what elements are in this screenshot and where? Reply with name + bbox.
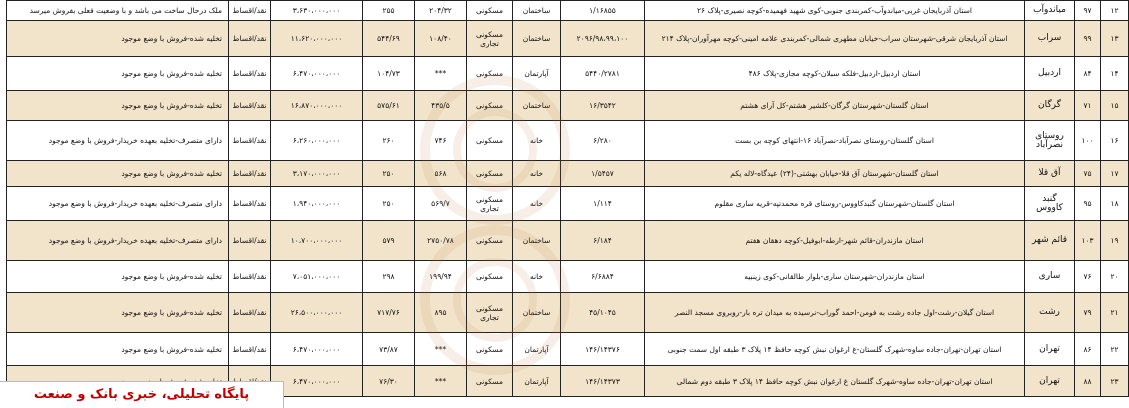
condition-cell: تخلیه شده-فروش با وضع موجود bbox=[7, 21, 229, 57]
property-type-cell: ساختمان bbox=[513, 21, 561, 57]
payment-terms-cell: نقد/اقساط bbox=[229, 1, 271, 21]
land-area-cell: ۵۶۸ bbox=[415, 161, 467, 187]
table-row bbox=[7, 261, 1129, 293]
code-cell: ۸۴ bbox=[1075, 57, 1101, 91]
code-cell: ۱۰۳ bbox=[1075, 221, 1101, 261]
code-cell: ۹۷ bbox=[1075, 1, 1101, 21]
payment-terms-cell: نقد/اقساط bbox=[229, 161, 271, 187]
payment-terms-cell: نقد/اقساط bbox=[229, 221, 271, 261]
property-type-cell: آپارتمان bbox=[513, 333, 561, 366]
usage-cell: مسکونی bbox=[467, 121, 513, 161]
usage-cell: مسکونی bbox=[467, 57, 513, 91]
footer-banner: پایگاه تحلیلی، خبری بانک و صنعت bbox=[0, 381, 284, 408]
address-cell: استان گلستان-شهرستان آق قلا-خیابان بهشتی-(۲۴) عیدگاه-لاله یکم bbox=[645, 161, 1025, 187]
usage-cell: مسکونی تجاری bbox=[467, 187, 513, 221]
city-cell: گرگان bbox=[1025, 91, 1075, 121]
condition-cell: دارای متصرف-تخلیه بعهده خریدار-فروش با وضع موجود bbox=[7, 121, 229, 161]
building-area-cell: ۷۳/۸۷ bbox=[363, 333, 415, 366]
plaque-cell: ۱/۱۱۴ bbox=[561, 187, 645, 221]
table-row bbox=[7, 91, 1129, 121]
row-number-cell: ۲۱ bbox=[1101, 293, 1129, 333]
table-row bbox=[7, 161, 1129, 187]
price-cell: ۳،۶۳۰،۰۰۰،۰۰۰ bbox=[271, 1, 363, 21]
plaque-cell: ۱۴۶/۱۴۳۷۳ bbox=[561, 366, 645, 397]
property-type-cell: آپارتمان bbox=[513, 57, 561, 91]
land-area-cell: ۵۶۹/۷ bbox=[415, 187, 467, 221]
building-area-cell: ۱۰۴/۷۳ bbox=[363, 57, 415, 91]
building-area-cell: ۷۶/۳۰ bbox=[363, 366, 415, 397]
usage-cell: مسکونی bbox=[467, 91, 513, 121]
usage-cell: مسکونی تجاری bbox=[467, 21, 513, 57]
property-listing-table bbox=[6, 0, 1129, 397]
building-area-cell: ۲۶۰ bbox=[363, 121, 415, 161]
usage-cell: مسکونی تجاری bbox=[467, 293, 513, 333]
property-type-cell: خانه bbox=[513, 121, 561, 161]
building-area-cell: ۵۷۵/۶۱ bbox=[363, 91, 415, 121]
property-type-cell: ساختمان bbox=[513, 1, 561, 21]
address-cell: استان گیلان-رشت-اول جاده رشت به فومن-احمد گوراب-نرسیده به میدان تره بار-روبروی مسجد النصر bbox=[645, 293, 1025, 333]
city-cell: سراب bbox=[1025, 21, 1075, 57]
city-cell: گنبد کاووس bbox=[1025, 187, 1075, 221]
price-cell: ۶،۴۷۰،۰۰۰،۰۰۰ bbox=[271, 333, 363, 366]
property-type-cell: ساختمان bbox=[513, 221, 561, 261]
address-cell: استان آذربایجان غربی-میاندوآب-کمربندی جنوبی-کوی شهید فهمیده-کوچه نصیری-پلاک ۲۶ bbox=[645, 1, 1025, 21]
row-number-cell: ۱۳ bbox=[1101, 21, 1129, 57]
price-cell: ۶،۴۷۰،۰۰۰،۰۰۰ bbox=[271, 366, 363, 397]
code-cell: ۱۰۰ bbox=[1075, 121, 1101, 161]
table-row bbox=[7, 187, 1129, 221]
city-cell: اردبیل bbox=[1025, 57, 1075, 91]
row-number-cell: ۱۹ bbox=[1101, 221, 1129, 261]
price-cell: ۲۶،۵۰۰،۰۰۰،۰۰۰ bbox=[271, 293, 363, 333]
building-area-cell: ۲۵۰ bbox=[363, 187, 415, 221]
code-cell: ۹۹ bbox=[1075, 21, 1101, 57]
property-type-cell: آپارتمان bbox=[513, 366, 561, 397]
land-area-cell: *** bbox=[415, 57, 467, 91]
condition-cell: تخلیه شده-فروش با وضع موجود bbox=[7, 261, 229, 293]
building-area-cell: ۵۴۴/۶۹ bbox=[363, 21, 415, 57]
row-number-cell: ۱۷ bbox=[1101, 161, 1129, 187]
property-type-cell: ساختمان bbox=[513, 91, 561, 121]
land-area-cell: ۲۷۵۰/۷۸ bbox=[415, 221, 467, 261]
plaque-cell: ۵۴۴۰/۲۷۸۱ bbox=[561, 57, 645, 91]
table-row bbox=[7, 57, 1129, 91]
address-cell: استان مازندران-شهرستان ساری-بلوار طالقانی-کوی زینبیه bbox=[645, 261, 1025, 293]
plaque-cell: ۱/۱۶۸۵۵ bbox=[561, 1, 645, 21]
plaque-cell: ۱۴۶/۱۴۳۷۶ bbox=[561, 333, 645, 366]
land-area-cell: ۸۹۵ bbox=[415, 293, 467, 333]
condition-cell: تخلیه شده-فروش با وضع موجود bbox=[7, 161, 229, 187]
plaque-cell: ۶/۱۸۴ bbox=[561, 221, 645, 261]
code-cell: ۸۸ bbox=[1075, 366, 1101, 397]
land-area-cell: ۷۴۶ bbox=[415, 121, 467, 161]
row-number-cell: ۱۶ bbox=[1101, 121, 1129, 161]
price-cell: ۱۰،۷۰۰،۰۰۰،۰۰۰ bbox=[271, 221, 363, 261]
table-row bbox=[7, 1, 1129, 21]
payment-terms-cell: نقد/اقساط bbox=[229, 333, 271, 366]
price-cell: ۷،۰۵۱،۰۰۰،۰۰۰ bbox=[271, 261, 363, 293]
price-cell: ۶،۲۶۰،۰۰۰،۰۰۰ bbox=[271, 121, 363, 161]
building-area-cell: ۲۹۸ bbox=[363, 261, 415, 293]
payment-terms-cell: نقد/اقساط bbox=[229, 121, 271, 161]
payment-terms-cell: نقد/اقساط bbox=[229, 91, 271, 121]
row-number-cell: ۲۳ bbox=[1101, 366, 1129, 397]
city-cell: ساری bbox=[1025, 261, 1075, 293]
payment-terms-cell: نقد/اقساط bbox=[229, 57, 271, 91]
table-row bbox=[7, 293, 1129, 333]
table-row bbox=[7, 333, 1129, 366]
code-cell: ۸۶ bbox=[1075, 333, 1101, 366]
usage-cell: مسکونی bbox=[467, 366, 513, 397]
code-cell: ۷۱ bbox=[1075, 91, 1101, 121]
payment-terms-cell: نقد/اقساط bbox=[229, 261, 271, 293]
row-number-cell: ۱۸ bbox=[1101, 187, 1129, 221]
code-cell: ۷۶ bbox=[1075, 261, 1101, 293]
price-cell: ۱۶،۸۷۰،۰۰۰،۰۰۰ bbox=[271, 91, 363, 121]
property-type-cell: خانه bbox=[513, 261, 561, 293]
payment-terms-cell: نقد/اقساط bbox=[229, 187, 271, 221]
row-number-cell: ۱۵ bbox=[1101, 91, 1129, 121]
condition-cell: تخلیه شده-فروش با وضع موجود bbox=[7, 91, 229, 121]
land-area-cell: ۴۳۵/۵ bbox=[415, 91, 467, 121]
address-cell: استان اردبیل-اردبیل-فلکه سبلان-کوچه مجازی-پلاک ۴۸۶ bbox=[645, 57, 1025, 91]
land-area-cell: ۱۰۸/۴۰ bbox=[415, 21, 467, 57]
table-row bbox=[7, 21, 1129, 57]
address-cell: استان گلستان-شهرستان گرگان-کلشیر هشتم-کل آرای هشتم bbox=[645, 91, 1025, 121]
row-number-cell: ۱۴ bbox=[1101, 57, 1129, 91]
usage-cell: مسکونی bbox=[467, 221, 513, 261]
code-cell: ۷۹ bbox=[1075, 293, 1101, 333]
city-cell: میاندوآب bbox=[1025, 1, 1075, 21]
row-number-cell: ۲۲ bbox=[1101, 333, 1129, 366]
payment-terms-cell: نقد/اقساط bbox=[229, 293, 271, 333]
plaque-cell: ۶/۲۸۰ bbox=[561, 121, 645, 161]
building-area-cell: ۲۵۰ bbox=[363, 161, 415, 187]
plaque-cell: ۴۵/۱۰۴۵ bbox=[561, 293, 645, 333]
condition-cell: تخلیه شده-فروش با وضع موجود bbox=[7, 57, 229, 91]
usage-cell: مسکونی bbox=[467, 333, 513, 366]
price-cell: ۱،۹۴۰،۰۰۰،۰۰۰ bbox=[271, 187, 363, 221]
plaque-cell: ۱/۵۴۵۷ bbox=[561, 161, 645, 187]
code-cell: ۹۵ bbox=[1075, 187, 1101, 221]
price-cell: ۳،۱۷۰،۰۰۰،۰۰۰ bbox=[271, 161, 363, 187]
condition-cell: تخلیه شده-فروش با وضع موجود bbox=[7, 293, 229, 333]
condition-cell: تخلیه شده-فروش با وضع موجود bbox=[7, 333, 229, 366]
property-listing-table-wrap bbox=[6, 0, 1119, 408]
row-number-cell: ۱۲ bbox=[1101, 1, 1129, 21]
property-type-cell: ساختمان bbox=[513, 293, 561, 333]
land-area-cell: ۱۹۹/۹۴ bbox=[415, 261, 467, 293]
address-cell: استان تهران-تهران-جاده ساوه-شهرک گلستان-غ ارغوان نبش کوچه حافظ ۱۴ پلاک ۳ طبقه اول سمت جنوبی bbox=[645, 333, 1025, 366]
land-area-cell: ۲۰۴/۳۲ bbox=[415, 1, 467, 21]
building-area-cell: ۲۵۵ bbox=[363, 1, 415, 21]
usage-cell: مسکونی bbox=[467, 161, 513, 187]
city-cell: آق قلا bbox=[1025, 161, 1075, 187]
usage-cell: مسکونی bbox=[467, 1, 513, 21]
address-cell: استان مازندران-قائم شهر-ارطه-ابوفیل-کوچه دهقان هفتم bbox=[645, 221, 1025, 261]
condition-cell: دارای متصرف-تخلیه بعهده خریدار-فروش با وضع موجود bbox=[7, 221, 229, 261]
address-cell: استان آذربایجان شرقی-شهرستان سراب-خیابان مطهری شمالی-کمربندی علامه امینی-کوچه مهرآوران-پلاک ۲۱۴ bbox=[645, 21, 1025, 57]
code-cell: ۷۵ bbox=[1075, 161, 1101, 187]
condition-cell: ملک درحال ساخت می باشد و با وضعیت فعلی بفروش میرسد bbox=[7, 1, 229, 21]
land-area-cell: *** bbox=[415, 333, 467, 366]
city-cell: رشت bbox=[1025, 293, 1075, 333]
city-cell: تهران bbox=[1025, 333, 1075, 366]
land-area-cell: *** bbox=[415, 366, 467, 397]
plaque-cell: ۲۰۹۶/۹۸،۹۹،۱۰۰ bbox=[561, 21, 645, 57]
price-cell: ۱۱،۶۲۰،۰۰۰،۰۰۰ bbox=[271, 21, 363, 57]
building-area-cell: ۵۷۹ bbox=[363, 221, 415, 261]
condition-cell: دارای متصرف-تخلیه بعهده خریدار-فروش با وضع موجود bbox=[7, 187, 229, 221]
city-cell: قائم شهر bbox=[1025, 221, 1075, 261]
address-cell: استان تهران-تهران-جاده ساوه-شهرک گلستان غ ارغوان نبش کوچه حافظ ۱۴ پلاک ۳ طبقه دوم شمالی bbox=[645, 366, 1025, 397]
plaque-cell: ۶/۶۸۸۴ bbox=[561, 261, 645, 293]
building-area-cell: ۷۱۷/۷۶ bbox=[363, 293, 415, 333]
payment-terms-cell: نقد/اقساط bbox=[229, 21, 271, 57]
row-number-cell: ۲۰ bbox=[1101, 261, 1129, 293]
city-cell: تهران bbox=[1025, 366, 1075, 397]
property-type-cell: خانه bbox=[513, 161, 561, 187]
usage-cell: مسکونی bbox=[467, 261, 513, 293]
table-row bbox=[7, 221, 1129, 261]
city-cell: روستای نصرآباد bbox=[1025, 121, 1075, 161]
address-cell: استان گلستان-روستای نصرآباد-نصرآباد ۱۶-انتهای کوچه بن بست bbox=[645, 121, 1025, 161]
table-row bbox=[7, 121, 1129, 161]
price-cell: ۶،۴۷۰،۰۰۰،۰۰۰ bbox=[271, 57, 363, 91]
plaque-cell: ۱۶/۳۵۴۲ bbox=[561, 91, 645, 121]
address-cell: استان گلستان-شهرستان گنبدکاووس-روستای قره محمدتپه-قریه ساری مقلوم bbox=[645, 187, 1025, 221]
property-type-cell: خانه bbox=[513, 187, 561, 221]
